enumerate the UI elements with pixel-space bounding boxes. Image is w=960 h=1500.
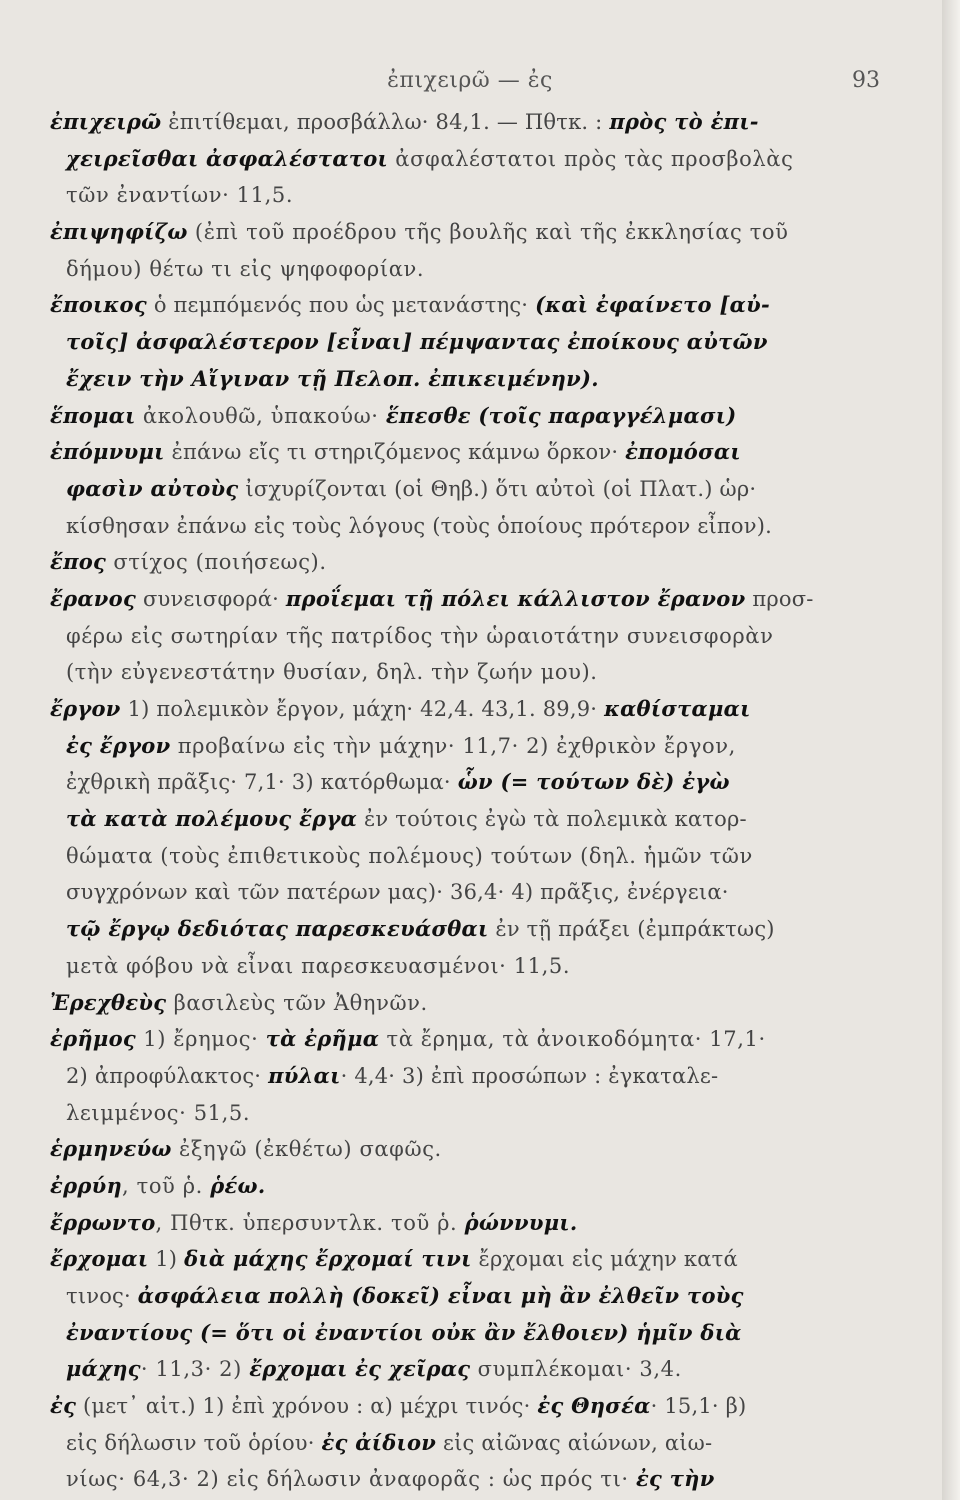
page-number: 93 <box>852 68 880 93</box>
line-text: (μετ᾽ αἰτ.) 1) ἐπὶ χρόνου : α) μέχρι τινός· <box>76 1394 538 1419</box>
text-line <box>50 1461 890 1498</box>
line-text: θώματα (τοὺς ἐπιθετικοὺς πολέμους) τούτων (δηλ. ἡμῶν τῶν <box>66 843 753 868</box>
line-text: · 11,3· 2) <box>140 1357 250 1382</box>
text-line <box>50 434 890 471</box>
bold-term: ἐπομόσαι <box>625 439 741 465</box>
line-text: νίως· 64,3· 2) εἰς δήλωσιν ἀναφορᾶς : ὡς πρός τι· <box>66 1467 636 1492</box>
text-line <box>50 764 890 801</box>
text-line <box>50 214 890 251</box>
bold-term: ὧν (= τούτων δὲ) ἐγὼ <box>457 769 730 795</box>
bold-term: τὰ κατὰ πολέμους ἔργα <box>66 806 358 832</box>
text-line <box>50 324 890 361</box>
text-line <box>50 361 890 398</box>
line-text: δήμου) θέτω τι εἰς ψηφοφορίαν. <box>66 256 425 281</box>
bold-term: διὰ μάχης ἔρχομαί τινι <box>184 1246 472 1272</box>
bold-term: ἐναντίους (= ὅτι οἱ ἐναντίοι οὐκ ἂν ἔλθοιεν) ἡμῖν διὰ <box>66 1319 742 1345</box>
bold-term: Ἐρεχθεὺς <box>50 989 167 1015</box>
text-line <box>50 654 890 691</box>
text-line <box>50 728 890 765</box>
line-text: συμπλέκομαι· 3,4. <box>470 1357 682 1382</box>
text-line <box>50 581 890 618</box>
line-text: ἐν τῇ πράξει (ἐμπράκτως) <box>488 917 775 942</box>
text-line <box>50 1205 890 1242</box>
line-text: μετὰ φόβου νὰ εἶναι παρεσκευασμένοι· 11,5. <box>66 953 571 978</box>
text-line <box>50 1131 890 1168</box>
bold-term: ἐρρύη <box>50 1172 123 1198</box>
bold-term: τῷ ἔργῳ δεδιότας παρεσκευάσθαι <box>66 916 489 942</box>
line-text: · 15,1· β) <box>650 1394 747 1419</box>
text-line <box>50 287 890 324</box>
line-text: (τὴν εὐγενεστάτην θυσίαν, δηλ. τὴν ζωήν μου). <box>66 660 598 685</box>
bold-term: ἔχειν τὴν Αἴγιναν τῇ Πελοπ. ἐπικειμένην). <box>66 365 599 391</box>
entry-list <box>50 104 890 1498</box>
line-text: 1) πολεμικὸν ἔργον, μάχη· 42,4. 43,1. 89,9· <box>120 697 605 721</box>
line-text: συνεισφορά· <box>136 586 286 611</box>
text-line <box>50 544 890 581</box>
bold-term: ἐρῆμος <box>50 1026 136 1052</box>
bold-term: ἐπόμνυμι <box>50 439 165 465</box>
bold-term: ἕπομαι <box>50 402 136 428</box>
line-text: στίχος (ποιήσεως). <box>106 550 327 575</box>
bold-term: ἐπιψηφίζω <box>50 219 188 245</box>
line-text: βασιλεὺς τῶν Ἀθηνῶν. <box>166 990 428 1015</box>
text-line <box>50 141 890 178</box>
line-text: τῶν ἐναντίων· 11,5. <box>66 183 294 208</box>
line-text: ἔρχομαι εἰς μάχην κατά <box>471 1247 738 1272</box>
line-text: ἐχθρικὴ πρᾶξις· 7,1· 3) κατόρθωμα· <box>66 770 458 795</box>
text-line <box>50 1058 890 1095</box>
bold-term: χειρεῖσθαι ἀσφαλέστατοι <box>66 145 389 171</box>
text-line <box>50 948 890 985</box>
text-line <box>50 1095 890 1132</box>
line-text: ὁ πεμπόμενός που ὡς μετανάστης· <box>146 293 536 318</box>
bold-term: ἐς ἀίδιον <box>321 1429 437 1455</box>
text-line <box>50 1315 890 1352</box>
bold-term: ἐς τὴν <box>635 1466 715 1492</box>
bold-term: ἔπος <box>50 549 107 575</box>
bold-term: ἔποικος <box>50 292 147 318</box>
bold-term: ἔρχομαι <box>50 1246 149 1272</box>
text-line <box>50 911 890 948</box>
line-text: 2) ἀπροφύλακτος· <box>66 1063 269 1088</box>
text-line <box>50 398 890 435</box>
bold-term: ἐπιχειρῶ <box>50 109 162 134</box>
line-text: προσ- <box>745 586 814 611</box>
text-line <box>50 1351 890 1388</box>
bold-term: ῥέω. <box>210 1172 266 1198</box>
text-line <box>50 618 890 655</box>
text-line <box>50 1388 890 1425</box>
bold-term: ἐς <box>50 1393 77 1419</box>
text-line <box>50 874 890 911</box>
running-head <box>50 64 890 104</box>
bold-term: ἔργον <box>50 696 121 721</box>
line-text: ἐπιτίθεμαι, προσβάλλω· 84,1. — Πθτκ. : <box>161 110 610 134</box>
bold-term: ἀσφάλεια πολλὴ (δοκεῖ) εἶναι μὴ ἂν ἐλθεῖν τοὺς <box>137 1283 744 1308</box>
bold-term: ἔρανος <box>50 585 137 611</box>
text-line <box>50 251 890 288</box>
bold-term: τοῖς] ἀσφαλέστερον [εἶναι] πέμψαντας ἐποίκους αὐτῶν <box>66 329 768 355</box>
line-text: (ἐπὶ τοῦ προέδρου τῆς βουλῆς καὶ τῆς ἐκκλησίας τοῦ <box>187 220 789 245</box>
bold-term: μάχης <box>66 1356 141 1382</box>
line-text: ἰσχυρίζονται (οἱ Θηβ.) ὅτι αὐτοὶ (οἱ Πλατ.) ὡρ· <box>238 476 757 501</box>
line-text: 1) <box>148 1247 185 1272</box>
text-line <box>50 801 890 838</box>
line-text: · 4,4· 3) ἐπὶ προσώπων : ἐγκαταλε- <box>340 1063 719 1088</box>
text-line <box>50 104 890 141</box>
line-text: ἐν τούτοις ἐγὼ τὰ πολεμικὰ κατορ- <box>357 807 747 832</box>
text-line <box>50 471 890 508</box>
line-text: εἰς δήλωσιν τοῦ ὁρίου· <box>66 1430 322 1455</box>
line-text: συγχρόνων καὶ τῶν πατέρων μας)· 36,4· 4) πρᾶξις, ἐνέργεια· <box>66 880 729 905</box>
line-text: εἰς αἰῶνας αἰώνων, αἰω- <box>436 1430 713 1455</box>
line-text: λειμμένος· 51,5. <box>66 1100 251 1125</box>
line-text: , Πθτκ. ὑπερσυντλκ. τοῦ ῥ. <box>155 1210 465 1235</box>
text-line <box>50 177 890 214</box>
dictionary-page <box>50 64 890 1498</box>
bold-term: πύλαι <box>268 1062 341 1088</box>
line-text: φέρω εἰς σωτηρίαν τῆς πατρίδος τὴν ὡραιοτάτην συνεισφορὰν <box>66 623 774 648</box>
text-line <box>50 691 890 728</box>
bold-term: (καὶ ἐφαίνετο [αὐ- <box>535 292 771 318</box>
text-line <box>50 838 890 875</box>
line-text: ἐξηγῶ (ἐκθέτω) σαφῶς. <box>171 1137 442 1162</box>
text-line <box>50 1168 890 1205</box>
line-text: κίσθησαν ἐπάνω εἰς τοὺς λόγους (τοὺς ὁποίους πρότερον εἶπον). <box>66 513 772 538</box>
bold-term: ἐς Θησέα <box>537 1393 651 1419</box>
bold-term: ἔρχομαι ἐς χεῖρας <box>249 1356 471 1382</box>
line-text: τὰ ἔρημα, τὰ ἀνοικοδόμητα· 17,1· <box>379 1027 766 1052</box>
line-text: τινος· <box>66 1284 138 1308</box>
bold-term: καθίσταμαι <box>604 696 751 721</box>
line-text: ἀκολουθῶ, ὑπακούω· <box>135 403 386 428</box>
bold-term: ἑρμηνεύω <box>50 1136 172 1162</box>
bold-term: ἐς ἔργον <box>66 732 171 758</box>
text-line <box>50 1021 890 1058</box>
line-text: , τοῦ ῥ. <box>122 1173 211 1198</box>
text-line <box>50 1278 890 1315</box>
bold-term: προΐεμαι τῇ πόλει κάλλιστον ἔρανον <box>285 585 746 611</box>
line-text: προβαίνω εἰς τὴν μάχην· 11,7· 2) ἐχθρικὸν ἔργον, <box>170 733 736 758</box>
bold-term: ἔρρωντο <box>50 1209 156 1235</box>
text-line <box>50 985 890 1022</box>
line-text: ἀσφαλέστατοι πρὸς τὰς προσβολὰς <box>388 146 794 171</box>
bold-term: τὰ ἐρῆμα <box>265 1026 380 1052</box>
bold-term: φασὶν αὐτοὺς <box>66 475 239 501</box>
text-line <box>50 1425 890 1462</box>
text-line <box>50 1241 890 1278</box>
text-line <box>50 508 890 545</box>
bold-term: πρὸς τὸ ἐπι- <box>609 109 759 134</box>
line-text: 1) ἔρημος· <box>135 1027 266 1052</box>
bold-term: ἕπεσθε (τοῖς παραγγέλμασι) <box>385 402 737 428</box>
line-text: ἐπάνω εἴς τι στηριζόμενος κάμνω ὅρκον· <box>164 440 626 465</box>
bold-term: ῥώννυμι. <box>464 1209 578 1235</box>
scan-edge <box>942 0 960 1500</box>
running-title: ἐπιχειρῶ — ἐς <box>387 68 553 93</box>
